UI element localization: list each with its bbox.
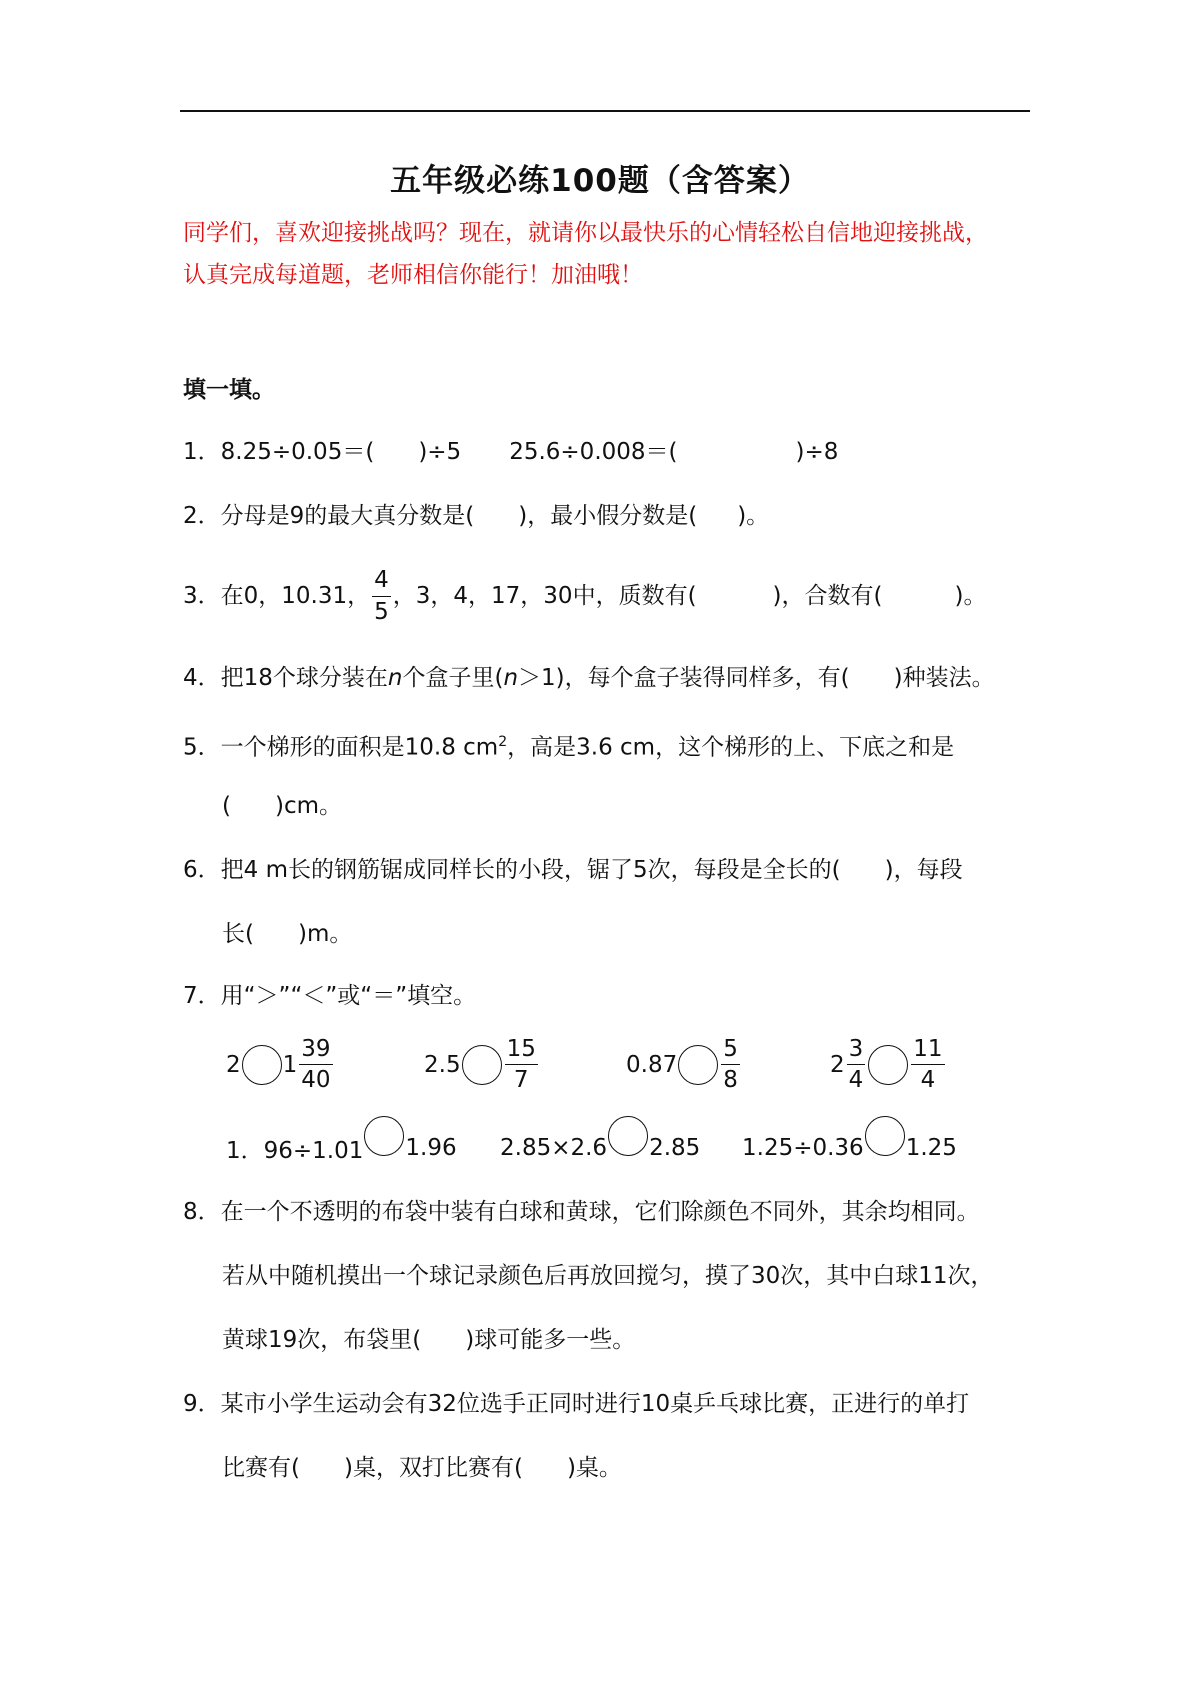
- compare-4-right-den: 4: [920, 1067, 936, 1094]
- compare-7-left: 1.25÷0.36: [742, 1135, 864, 1161]
- compare-circle-2[interactable]: [462, 1045, 502, 1085]
- q2-part-c: )。: [737, 503, 770, 529]
- page-title: 五年级必练100题（含答案）: [390, 163, 810, 199]
- compare-1-left: 2: [226, 1051, 241, 1078]
- compare-circle-6[interactable]: [608, 1116, 648, 1156]
- compare-4-left-whole: 2: [830, 1051, 845, 1078]
- q3-part-a: 3．在0，10.31，: [183, 583, 371, 609]
- q4-part-c: ＞1)，每个盒子装得同样多，有(: [518, 665, 850, 691]
- compare-3: [626, 1036, 742, 1094]
- q5-superscript: 2: [498, 734, 508, 750]
- question-2: [183, 496, 769, 536]
- compare-3-left: 0.87: [626, 1051, 678, 1078]
- compare-5: [226, 1128, 457, 1168]
- compare-4-left-fraction: [847, 1036, 866, 1094]
- compare-3-fraction: [721, 1036, 740, 1094]
- compare-circle-5[interactable]: [364, 1116, 404, 1156]
- q5-part-d: )cm。: [274, 793, 343, 819]
- question-7: 7．用“＞”“＜”或“＝”填空。: [183, 983, 477, 1009]
- question-5-cont: [222, 786, 342, 826]
- header-rule: [180, 110, 1030, 112]
- compare-1-den: 40: [301, 1067, 331, 1094]
- q8-part-b: )球可能多一些。: [465, 1327, 636, 1353]
- q1-part-d: )÷8: [795, 439, 839, 465]
- q2-part-a: 2．分母是9的最大真分数是(: [183, 503, 475, 529]
- compare-5-left: 1．96÷1.01: [226, 1137, 364, 1164]
- q5-part-c: (: [222, 793, 231, 819]
- q2-part-b: )，最小假分数是(: [518, 503, 698, 529]
- compare-2-left: 2.5: [424, 1051, 461, 1078]
- question-5: [183, 722, 954, 762]
- intro-text: [183, 212, 1043, 296]
- question-4: [183, 658, 995, 698]
- q4-var-n: n: [387, 665, 403, 691]
- compare-circle-1[interactable]: [242, 1045, 282, 1085]
- compare-2-den: 7: [513, 1067, 529, 1094]
- q1-part-c: 25.6÷0.008＝(: [509, 439, 678, 465]
- question-8: 8．在一个不透明的布袋中装有白球和黄球，它们除颜色不同外，其余均相同。: [183, 1199, 980, 1225]
- compare-1-right-whole: 1: [282, 1051, 298, 1078]
- question-1: [183, 432, 838, 472]
- compare-3-num: 5: [721, 1036, 740, 1065]
- question-6: [183, 850, 963, 890]
- q3-part-b: ，3，4，17，30中，质数有(: [392, 583, 697, 609]
- compare-1-fraction: [299, 1036, 332, 1094]
- compare-circle-3[interactable]: [678, 1045, 718, 1085]
- compare-4-right-fraction: [911, 1036, 944, 1094]
- compare-6-right: 2.85: [649, 1135, 701, 1161]
- q6-part-a: 6．把4 m长的钢筋锯成同样长的小段，锯了5次，每段是全长的(: [183, 857, 841, 883]
- q4-part-b: 个盒子里(: [402, 665, 504, 691]
- q3-fraction-den: 5: [374, 598, 389, 625]
- q5-part-b: ，高是3.6 cm，这个梯形的上、下底之和是: [507, 734, 955, 761]
- compare-4-left-num: 3: [847, 1036, 866, 1065]
- compare-2: [424, 1036, 540, 1094]
- compare-6: [500, 1128, 700, 1168]
- q3-part-c: )，合数有(: [772, 583, 883, 609]
- compare-6-left: 2.85×2.6: [500, 1135, 608, 1161]
- q3-fraction: [372, 567, 391, 625]
- compare-2-num: 15: [505, 1036, 538, 1065]
- question-9-line-2: [222, 1448, 622, 1488]
- q4-part-a: 4．把18个球分装在: [183, 665, 388, 691]
- q9-part-a: 比赛有(: [222, 1455, 300, 1481]
- question-3: [183, 566, 986, 626]
- compare-4: [830, 1036, 947, 1094]
- compare-5-right: 1.96: [405, 1135, 457, 1161]
- compare-1: [226, 1036, 335, 1094]
- q5-part-a: 5．一个梯形的面积是10.8 cm: [183, 734, 499, 761]
- q6-part-d: )m。: [297, 921, 353, 947]
- compare-1-num: 39: [299, 1036, 332, 1065]
- question-8-line-2: 若从中随机摸出一个球记录颜色后再放回搅匀，摸了30次，其中白球11次，: [222, 1263, 994, 1289]
- q3-fraction-num: 4: [372, 567, 391, 596]
- compare-3-den: 8: [723, 1067, 738, 1094]
- compare-7: [742, 1128, 957, 1168]
- q1-part-b: )÷5: [418, 439, 462, 465]
- compare-circle-4[interactable]: [868, 1045, 908, 1085]
- compare-2-fraction: [505, 1036, 538, 1094]
- q9-part-c: )桌。: [566, 1455, 622, 1481]
- q4-var-n2: n: [503, 665, 519, 691]
- question-8-line-3: [222, 1320, 635, 1360]
- question-9: 9．某市小学生运动会有32位选手正同时进行10桌乒乓球比赛，正进行的单打: [183, 1391, 970, 1417]
- compare-4-left-den: 4: [848, 1067, 864, 1094]
- q4-part-d: )种装法。: [893, 665, 995, 691]
- q9-part-b: )桌，双打比赛有(: [343, 1455, 523, 1481]
- q6-part-c: 长(: [222, 921, 254, 947]
- intro-line-2: 认真完成每道题，老师相信你能行！加油哦！: [183, 262, 643, 288]
- intro-line-1: 同学们，喜欢迎接挑战吗？现在，就请你以最快乐的心情轻松自信地迎接挑战，: [183, 220, 988, 246]
- compare-circle-7[interactable]: [865, 1116, 905, 1156]
- section-heading: 填一填。: [183, 377, 275, 403]
- q6-part-b: )，每段: [884, 857, 963, 883]
- compare-7-right: 1.25: [905, 1135, 957, 1161]
- compare-4-right-num: 11: [911, 1036, 944, 1065]
- q8-part-a: 黄球19次，布袋里(: [222, 1327, 422, 1353]
- question-6-cont: [222, 914, 352, 954]
- q3-part-d: )。: [954, 583, 987, 609]
- q1-part-a: 1．8.25÷0.05＝(: [183, 439, 375, 465]
